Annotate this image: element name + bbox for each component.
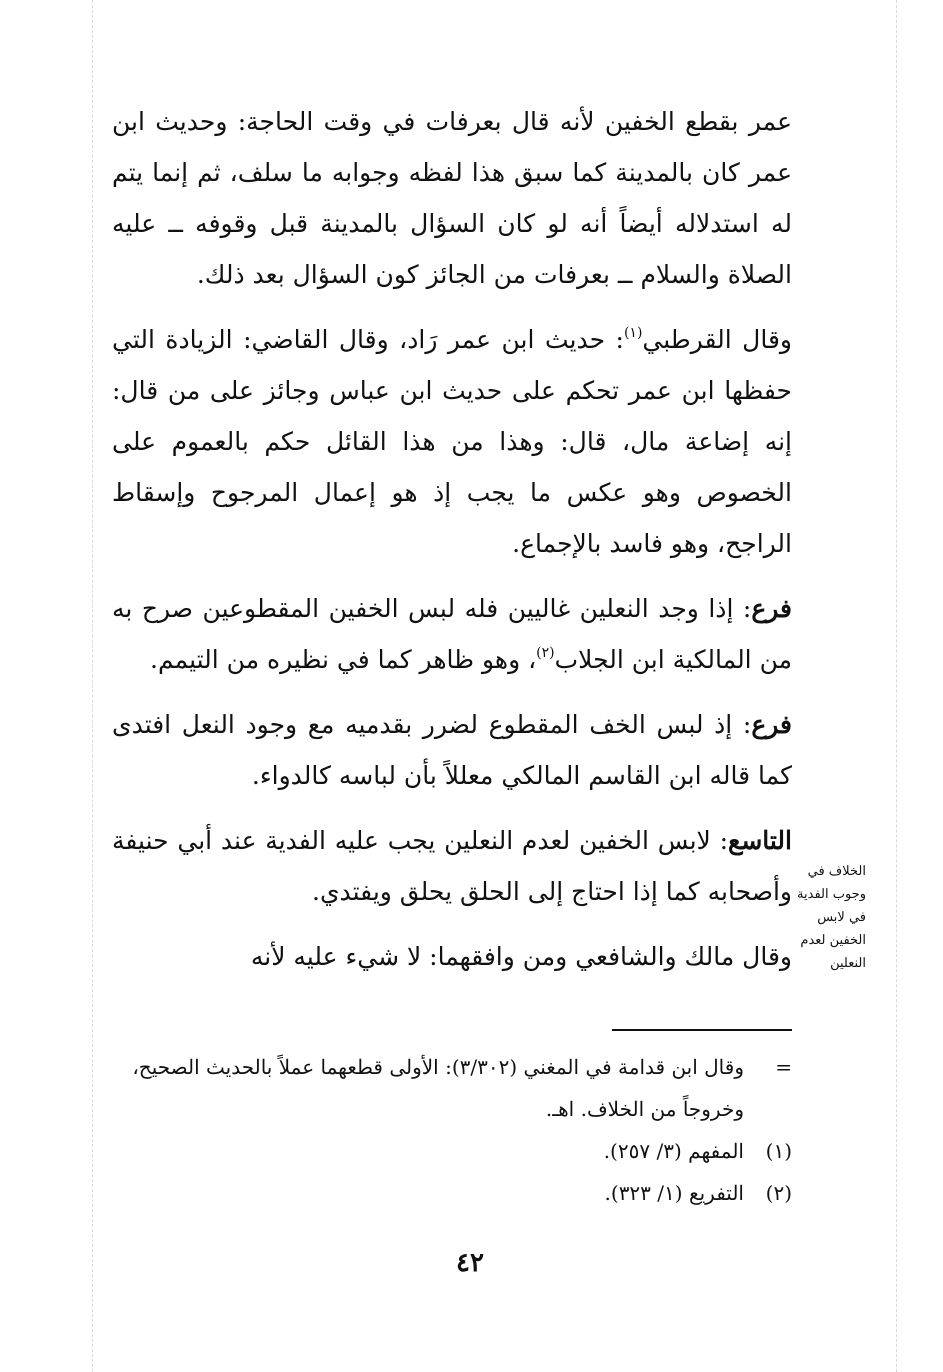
continuation-mark: =	[775, 1055, 792, 1079]
paragraph-1: عمر بقطع الخفين لأنه قال بعرفات في وقت الحاجة: وحديث ابن عمر كان بالمدينة كما سبق هذا لفظه وجوابه ما سلف، ثم إنما يتم له استدلاله أيضاً أنه لو كان السؤال بالمدينة قبل وقوفه ــ عليه الصلاة والسلام ــ بعرفات من الجائز كون السؤال بعد ذلك.	[112, 107, 792, 289]
paragraph-3-heading: فرع	[751, 594, 792, 623]
paragraph-4	[112, 699, 792, 801]
footnote-ref-1[interactable]: (١)	[623, 325, 643, 341]
footnote-1-number: (١)	[765, 1139, 792, 1163]
paragraph-4-heading: فرع	[751, 710, 792, 739]
paragraph-5	[112, 815, 792, 917]
footnote-continuation-text: وقال ابن قدامة في المغني (٣/٣٠٢): الأولى قطعهما عملاً بالحديث الصحيح، وخروجاً من الخلاف. اهـ.	[132, 1055, 744, 1121]
footnote-continuation	[112, 1046, 792, 1130]
footnote-2	[112, 1172, 792, 1214]
footnote-2-text: التفريع (١/ ٣٢٣).	[604, 1181, 744, 1205]
footnote-ref-2[interactable]: (٢)	[536, 645, 555, 661]
footnote-1	[112, 1130, 792, 1172]
paragraph-3	[112, 583, 792, 685]
main-text	[112, 96, 792, 982]
paragraph-3-rest: ، وهو ظاهر كما في نظيره من التيمم.	[150, 645, 537, 674]
page-number: ٤٢	[456, 1248, 484, 1278]
paragraph-4-text: : إذ لبس الخف المقطوع لضرر بقدميه مع وجود النعل افتدى كما قاله ابن القاسم المالكي معللاً بأن لباسه كالدواء.	[112, 710, 792, 790]
margin-note: الخلاف في وجوب الفدية في لابس الخفين لعدم النعلين	[797, 864, 866, 971]
paragraph-2-rest: : حديث ابن عمر رَاد، وقال القاضي: الزيادة التي حفظها ابن عمر تحكم على حديث ابن عباس وجائز على من قال: إنه إضاعة مال، قال: وهذا من هذا القائل حكم بالعموم على الخصوص وهو عكس ما يجب إذ هو إعمال المرجوح وإسقاط الراجح، وهو فاسد بالإجماع.	[112, 325, 792, 558]
paragraph-2-start: وقال القرطبي	[642, 325, 792, 354]
paragraph-6: وقال مالك والشافعي ومن وافقهما: لا شيء عليه لأنه	[250, 942, 792, 971]
footnote-1-text: المفهم (٣/ ٢٥٧).	[603, 1139, 744, 1163]
paragraph-3-start: : إذا وجد النعلين غاليين فله لبس الخفين المقطوعين صرح به من المالكية ابن الجلاب	[112, 594, 792, 674]
footnote-2-number: (٢)	[765, 1181, 792, 1205]
paragraph-2	[112, 314, 792, 569]
paragraph-5-heading: التاسع	[728, 826, 792, 855]
paragraph-5-text: : لابس الخفين لعدم النعلين يجب عليه الفدية عند أبي حنيفة وأصحابه كما إذا احتاج إلى الحلق يحلق ويفتدي.	[112, 826, 792, 906]
footnotes	[112, 1046, 792, 1214]
footnote-separator	[612, 1029, 792, 1031]
